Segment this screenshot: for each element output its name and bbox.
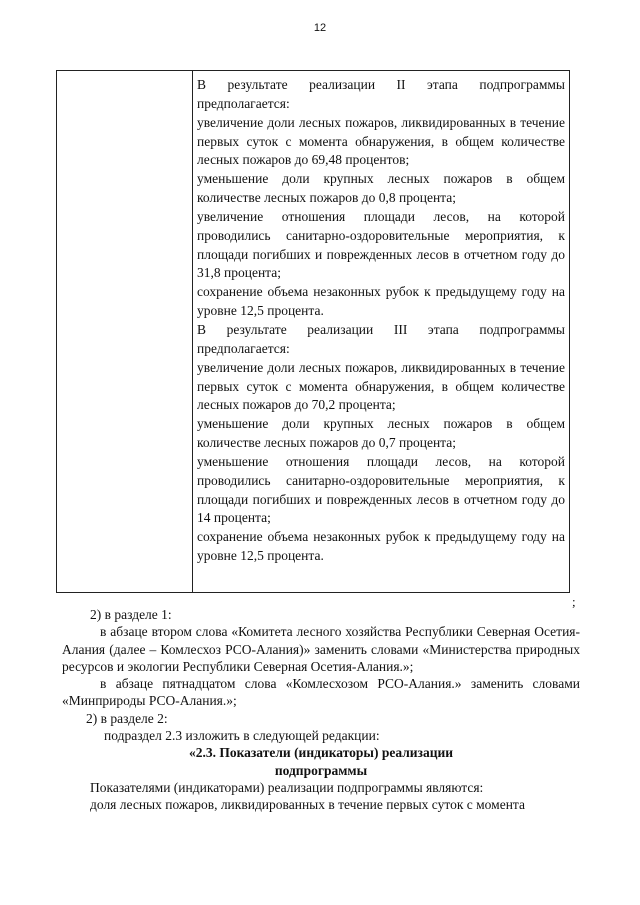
body-paragraph: 2) в разделе 1: (90, 607, 172, 622)
section-heading: «2.3. Показатели (индикаторы) реализации (188, 745, 454, 761)
document-table (56, 70, 570, 593)
table-paragraph: увеличение доли лесных пожаров, ликвидированных в течение первых суток с момента обнаружения, в общем количестве лесных пожаров до 70,2 процента; (197, 359, 565, 413)
trailing-semicolon: ; (572, 594, 576, 609)
table-paragraph: уменьшение доли крупных лесных пожаров в общем количестве лесных пожаров до 0,7 процента; (197, 416, 565, 451)
body-paragraph: в абзаце пятнадцатом слова «Комлесхозом РСО-Алания.» заменить словами «Минприроды РСО-Алания.»; (62, 676, 580, 709)
body-paragraph: в абзаце втором слова «Комитета лесного хозяйства Республики Северная Осетия-Алания (далее – Комлесхоз РСО-Алания)» заменить словами «Министерства природных ресурсов и экологии Республики Северная Осетия-Алания.»; (62, 624, 580, 674)
page-number: 12 (313, 22, 327, 34)
body-paragraph: Показателями (индикаторами) реализации подпрограммы являются: (90, 779, 484, 795)
table-paragraph: увеличение отношения площади лесов, на которой проводились санитарно-оздоровительные мероприятия, к площади погибших и поврежденных лесов в отчетном году до 31,8 процента; (197, 208, 565, 281)
table-right-cell (197, 76, 565, 566)
section-heading: подпрограммы (274, 762, 368, 778)
table-paragraph: В результате реализации II этапа подпрограммы предполагается: (197, 77, 565, 111)
body-paragraph: доля лесных пожаров, ликвидированных в течение первых суток с момента (90, 797, 525, 813)
table-paragraph: В результате реализации III этапа подпрограммы предполагается: (197, 321, 565, 356)
body-paragraph: 2) в разделе 2: (86, 710, 168, 726)
table-paragraph: сохранение объема незаконных рубок к предыдущему году на уровне 12,5 процента. (197, 284, 565, 319)
table-paragraph: уменьшение доли крупных лесных пожаров в общем количестве лесных пожаров до 0,8 процента; (197, 171, 565, 206)
table-column-divider (192, 71, 193, 592)
document-body (62, 606, 580, 814)
body-paragraph: подраздел 2.3 изложить в следующей редакции: (104, 728, 380, 744)
table-paragraph: увеличение доли лесных пожаров, ликвидированных в течение первых суток с момента обнаружения, в общем количестве лесных пожаров до 69,48 процентов; (197, 114, 565, 168)
table-paragraph: уменьшение отношения площади лесов, на которой проводились санитарно-оздоровительные мероприятия, к площади погибших и поврежденных лесов в отчетном году до 14 процента; (197, 453, 565, 526)
table-paragraph: сохранение объема незаконных рубок к предыдущему году на уровне 12,5 процента. (197, 529, 565, 564)
